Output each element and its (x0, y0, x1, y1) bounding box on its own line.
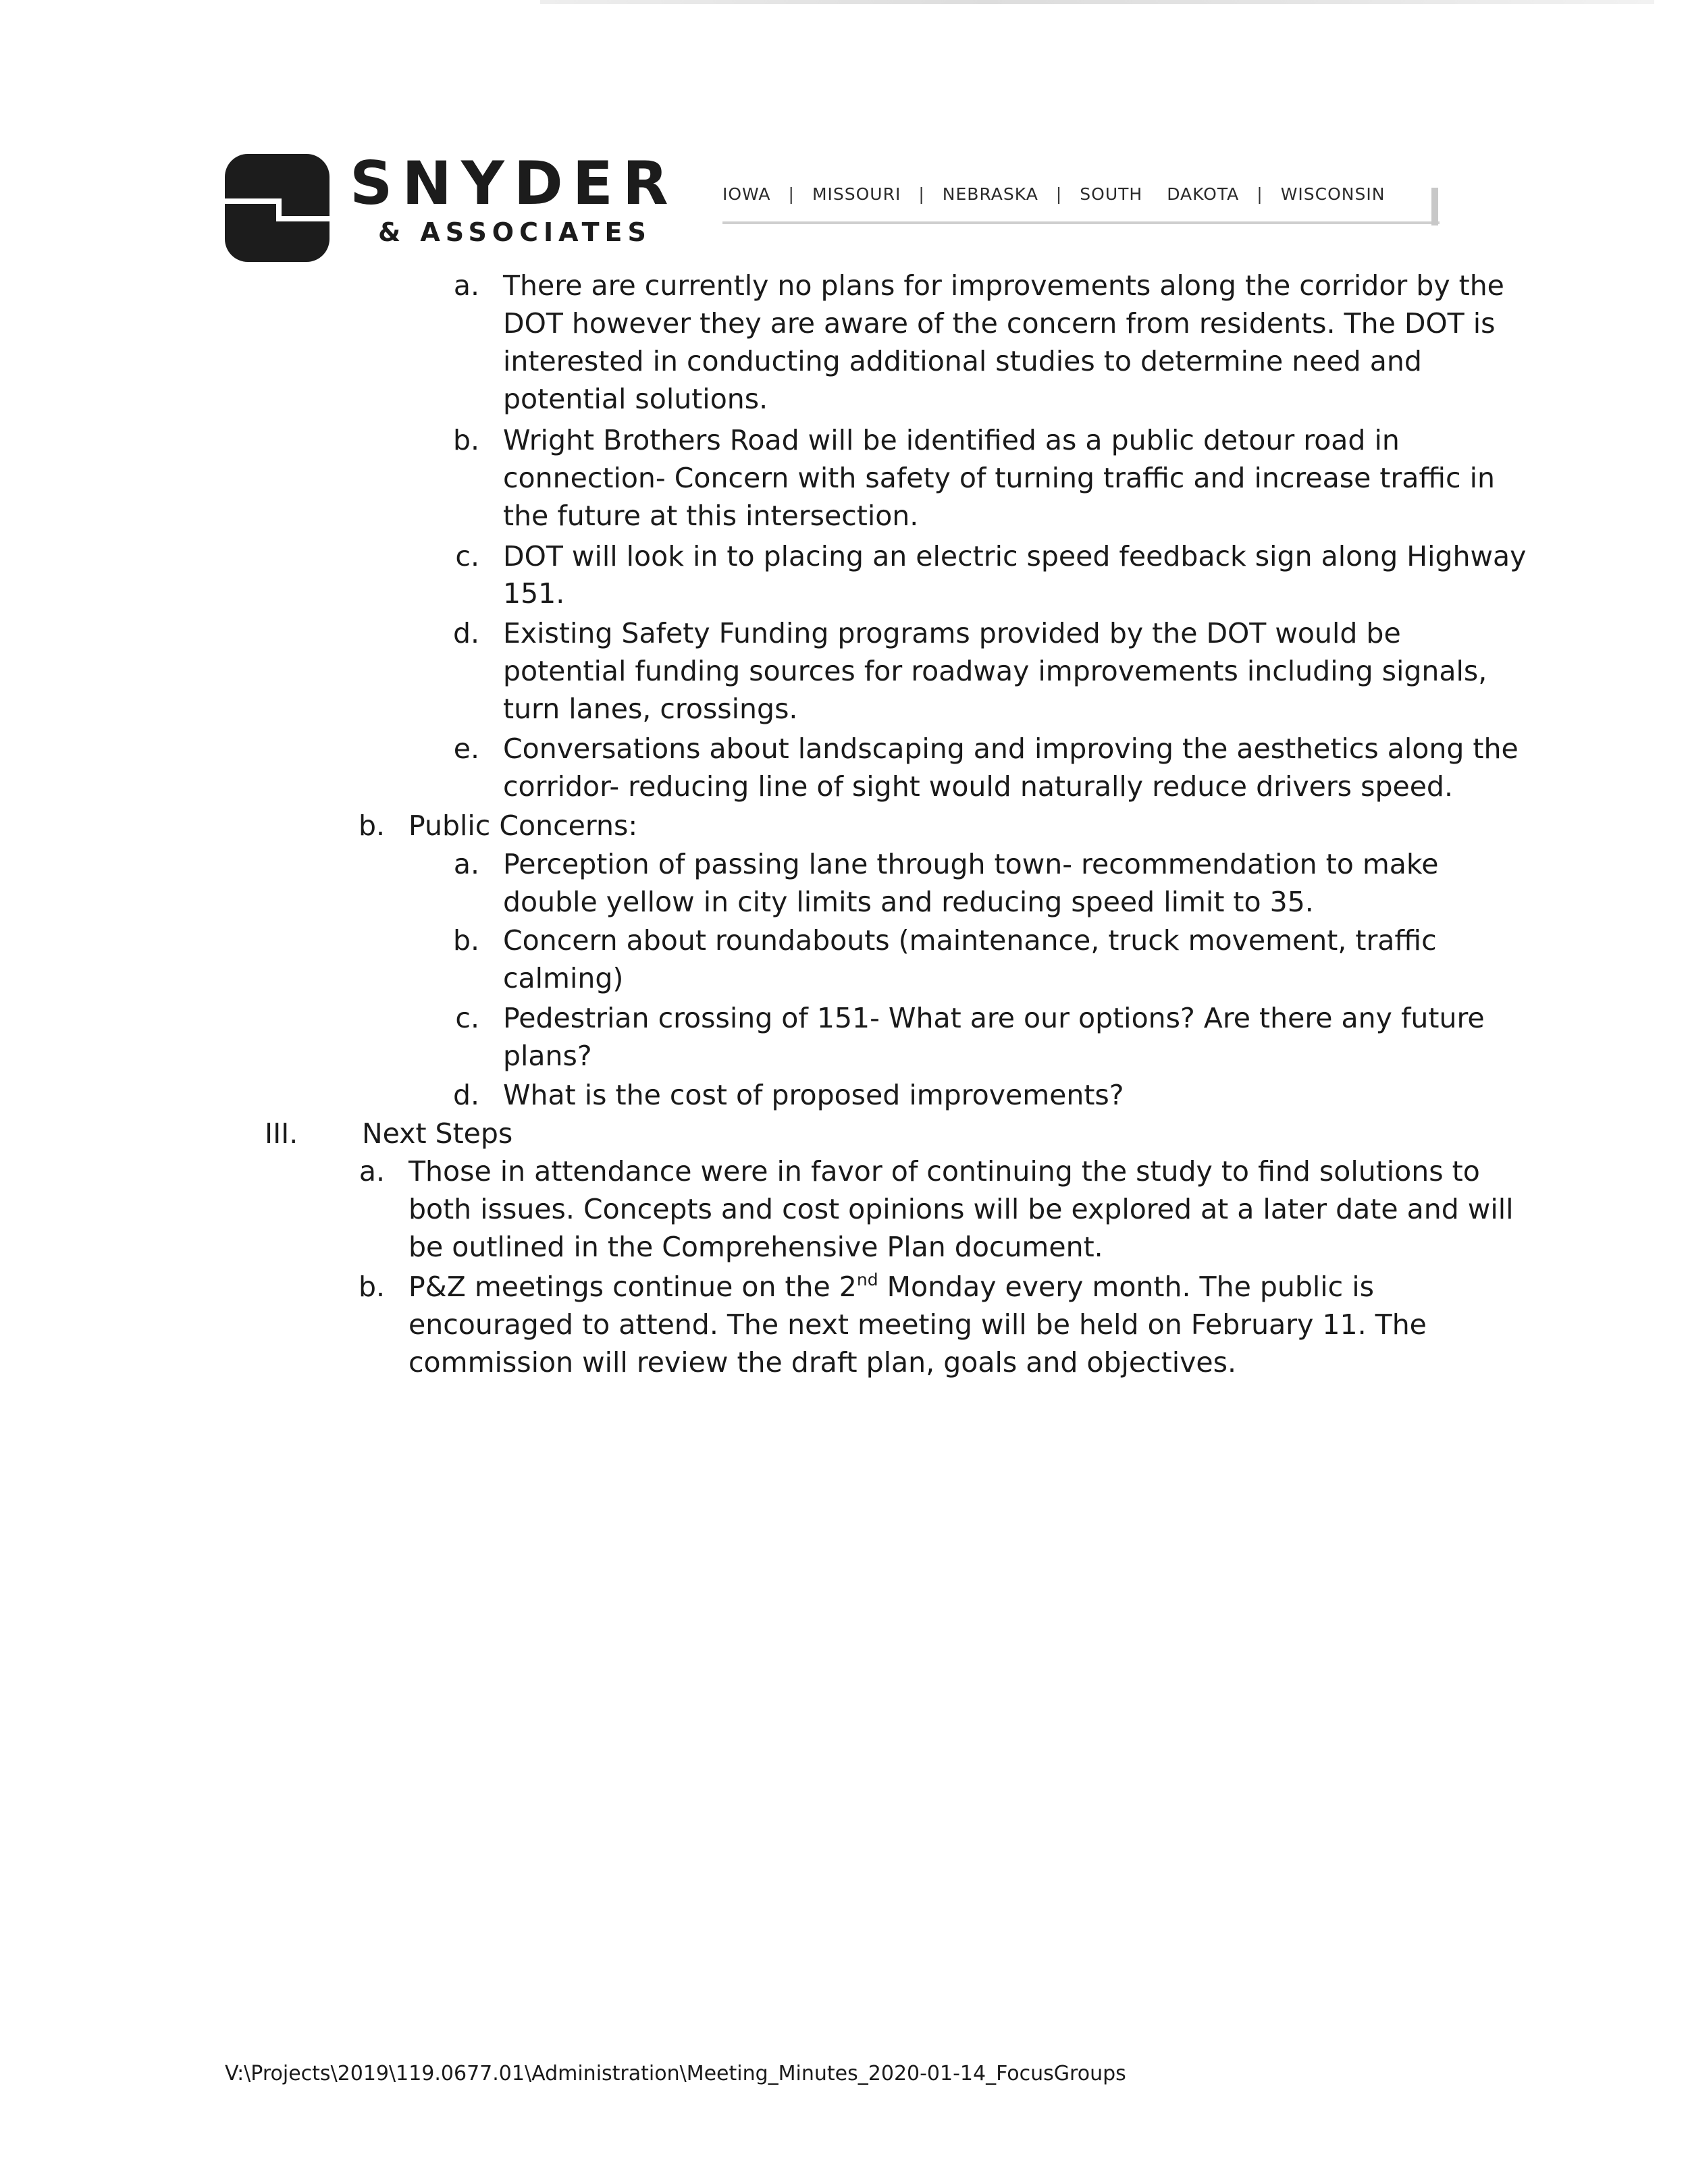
section-marker: III. (265, 1117, 298, 1150)
list-item-line: Conversations about landscaping and improving the aesthetics along the (503, 733, 1519, 765)
list-marker: a. (453, 269, 479, 302)
state-nebraska: NEBRASKA (942, 184, 1038, 204)
list-item-line: plans? (503, 1040, 592, 1072)
list-item-line: Wright Brothers Road will be identified as a public detour road in (503, 424, 1400, 456)
state-separator: | (1055, 184, 1063, 204)
list-item-line: Existing Safety Funding programs provided by the DOT would be (503, 617, 1401, 649)
list-marker: b. (452, 424, 479, 456)
list-marker: d. (452, 617, 479, 649)
list-item-line: calming) (503, 962, 624, 994)
list-item-line: potential funding sources for roadway improvements including signals, (503, 655, 1487, 687)
list-item-line: 151. (503, 577, 565, 610)
list-item-line: the future at this intersection. (503, 500, 919, 532)
list-item-line: be outlined in the Comprehensive Plan document. (408, 1231, 1103, 1263)
list-item-line: Those in attendance were in favor of continuing the study to find solutions to (408, 1155, 1480, 1188)
list-item-line: What is the cost of proposed improvements? (503, 1079, 1124, 1111)
list-item-line: encouraged to attend. The next meeting will be held on February 11. The (408, 1308, 1427, 1341)
list-item-line: turn lanes, crossings. (503, 693, 798, 725)
list-item-line: commission will review the draft plan, goals and objectives. (408, 1346, 1237, 1379)
ordinal-suffix: nd (856, 1270, 878, 1289)
list-item-line: Concern about roundabouts (maintenance, truck movement, traffic (503, 924, 1437, 957)
list-item-line: corridor- reducing line of sight would naturally reduce drivers speed. (503, 770, 1453, 803)
list-marker: d. (452, 1079, 479, 1111)
brand-name: SNYDER (350, 149, 678, 218)
state-missouri: MISSOURI (812, 184, 901, 204)
list-marker: b. (358, 1271, 385, 1303)
list-item-line: connection- Concern with safety of turning traffic and increase traffic in (503, 462, 1495, 494)
state-wisconsin: WISCONSIN (1280, 184, 1386, 204)
states-list (722, 183, 1385, 205)
list-item-line: interested in conducting additional studies to determine need and (503, 345, 1422, 377)
list-marker: a. (453, 848, 479, 880)
file-path-footer: V:\Projects\2019\119.0677.01\Administration\Meeting_Minutes_2020-01-14_FocusGroups (225, 2062, 1126, 2085)
header-rule (722, 221, 1440, 224)
line-text: P&Z meetings continue on the 2 (408, 1271, 857, 1303)
section-heading: Public Concerns: (408, 809, 638, 842)
list-item-line: DOT will look in to placing an electric speed feedback sign along Highway (503, 540, 1527, 572)
list-item-line (408, 1268, 1374, 1306)
list-item-line: double yellow in city limits and reducing speed limit to 35. (503, 886, 1314, 918)
state-separator: | (788, 184, 795, 204)
snyder-logo-icon (225, 154, 329, 262)
list-item-line: both issues. Concepts and cost opinions will be explored at a later date and will (408, 1193, 1514, 1225)
state-iowa: IOWA (722, 184, 771, 204)
line-text: Monday every month. The public is (878, 1271, 1374, 1303)
list-item-line: Pedestrian crossing of 151- What are our options? Are there any future (503, 1002, 1485, 1034)
state-dakota: DAKOTA (1167, 184, 1240, 204)
list-marker: c. (455, 1002, 479, 1034)
header-bar (1431, 188, 1438, 225)
list-marker: a. (359, 1155, 385, 1188)
list-item-line: There are currently no plans for improvements along the corridor by the (503, 269, 1504, 302)
list-item-line: DOT however they are aware of the concern from residents. The DOT is (503, 307, 1496, 340)
scan-edge (540, 0, 1654, 4)
list-item-line: potential solutions. (503, 383, 768, 415)
list-marker: b. (452, 924, 479, 957)
list-item-line: Perception of passing lane through town- recommendation to make (503, 848, 1439, 880)
brand-subtitle: & ASSOCIATES (378, 217, 652, 247)
state-separator: | (918, 184, 925, 204)
state-separator: | (1257, 184, 1263, 204)
section-heading: Next Steps (362, 1117, 513, 1150)
state-south: SOUTH (1080, 184, 1143, 204)
list-marker: c. (455, 540, 479, 572)
section-marker: b. (358, 809, 385, 842)
list-marker: e. (453, 733, 479, 765)
